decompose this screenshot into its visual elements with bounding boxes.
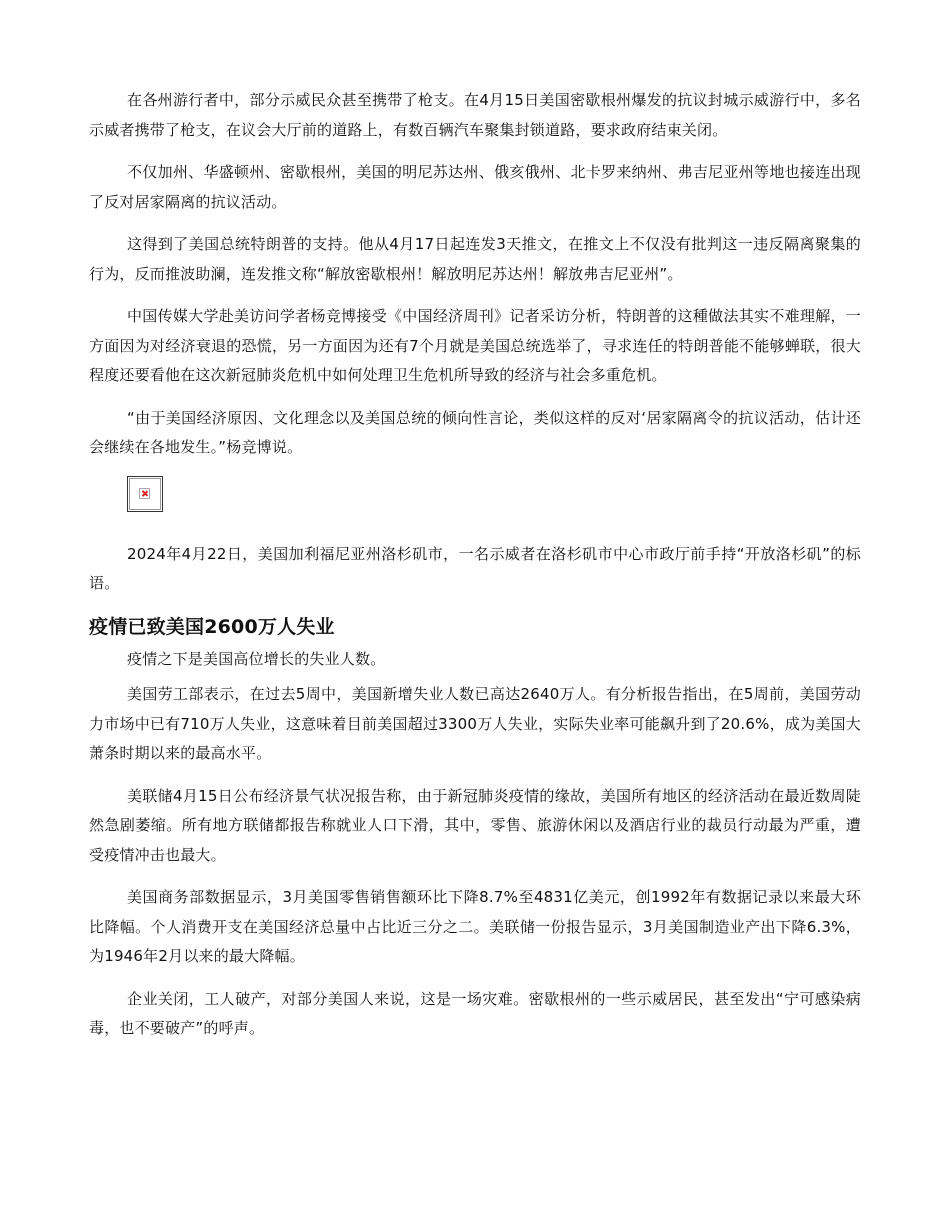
section-intro: 疫情之下是美国高位增长的失业人数。 [127, 649, 386, 668]
paragraph-scholar-quote: “由于美国经济原因、文化理念以及美国总统的倾向性言论，类似这样的反对‘居家隔离令的抗议活动，估计还会继续在各地发生。”杨竞博说。 [89, 408, 861, 456]
image-missing-x-icon [139, 488, 150, 499]
paragraph-labor-department: 美国劳工部表示，在过去5周中，美国新增失业人数已高达2640万人。有分析报告指出，在5周前，美国劳动力市场中已有710万人失业，这意味着目前美国超过3300万人失业，实际失业率可能飙升到了20.6%，成为美国大萧条时期以来的最高水平。 [89, 685, 861, 762]
paragraph-armed-protesters: 在各州游行者中，部分示威民众甚至携带了枪支。在4月15日美国密歇根州爆发的抗议封城示威游行中，多名示威者携带了枪支，在议会大厅前的道路上，有数百辆汽车聚集封锁道路，要求政府结束关闭。 [89, 91, 861, 139]
paragraph-fed-report: 美联储4月15日公布经济景气状况报告称，由于新冠肺炎疫情的缘故，美国所有地区的经济活动在最近数周陡然急剧萎缩。所有地方联储都报告称就业人口下滑，其中，零售、旅游休闲以及酒店行业的裁员行动最为严重，遭受疫情冲击也最大。 [89, 786, 861, 864]
section-heading: 疫情已致美国2600万人失业 [89, 615, 335, 638]
paragraph-bankruptcy: 企业关闭，工人破产，对部分美国人来说，这是一场灾难。密歇根州的一些示威居民，甚至发出“宁可感染病毒，也不要破产”的呼声。 [89, 989, 861, 1037]
paragraph-scholar-analysis: 中国传媒大学赴美访问学者杨竞博接受《中国经济周刊》记者采访分析，特朗普的这種做法其实不难理解，一方面因为对经济衰退的恐慌，另一方面因为还有7个月就是美国总统选举了，寻求连任的特朗普能不能够蝉联，很大程度还要看他在这次新冠肺炎危机中如何处理卫生危机所导致的经济与社会多重危机。 [89, 307, 861, 384]
paragraph-commerce-data: 美国商务部数据显示，3月美国零售销售额环比下降8.7%至4831亿美元，创1992年有数据记录以来最大环比降幅。个人消费开支在美国经济总量中占比近三分之二。美联储一份报告显示，3月美国制造业产出下降6.3%，为1946年2月以来的最大降幅。 [89, 888, 861, 965]
photo-container [127, 476, 861, 516]
photo-caption: 2024年4月22日，美国加利福尼亚州洛杉矶市，一名示威者在洛杉矶市中心市政厅前手持“开放洛杉矶”的标语。 [89, 544, 861, 592]
broken-image-icon [127, 476, 163, 512]
article-body [89, 86, 861, 1057]
paragraph-trump-support: 这得到了美国总统特朗普的支持。他从4月17日起连发3天推文，在推文上不仅没有批判这一违反隔离聚集的行为，反而推波助澜，连发推文称“解放密歇根州！解放明尼苏达州！解放弗吉尼亚州”。 [89, 235, 861, 283]
paragraph-other-states: 不仅加州、华盛顿州、密歇根州，美国的明尼苏达州、俄亥俄州、北卡罗来纳州、弗吉尼亚州等地也接连出现了反对居家隔离的抗议活动。 [89, 163, 861, 211]
